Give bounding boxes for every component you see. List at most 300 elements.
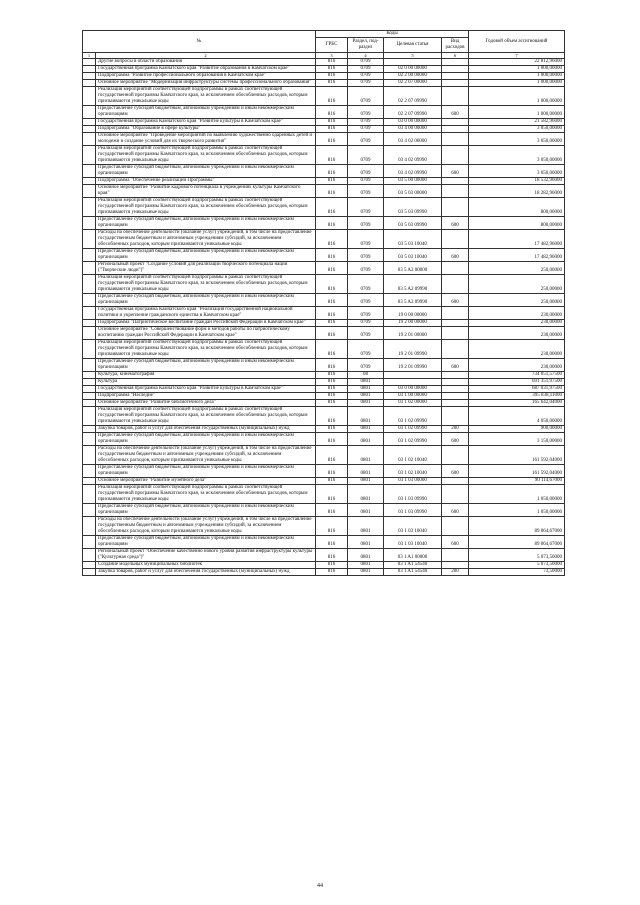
- cell-index: [83, 230, 96, 249]
- cell-exp-type: [442, 327, 469, 340]
- cell-name: Создание модельных муниципальных библиотек: [96, 562, 316, 569]
- cell-exp-type: [442, 372, 469, 379]
- cell-index: [83, 327, 96, 340]
- table-row: [83, 465, 565, 478]
- cell-name: Региональный проект "Обеспечение качественно нового уровня развития инфраструктуры культуры ("Культурная среда")": [96, 549, 316, 562]
- cell-name: Закупка товаров, работ и услуг для обеспечения государственных (муниципальных) нужд: [96, 426, 316, 433]
- cell-grbs: 816: [316, 275, 348, 294]
- header-target: Целевая статья: [384, 38, 442, 53]
- table-row: [83, 407, 565, 426]
- table-row: [83, 294, 565, 307]
- cell-exp-type: 600: [442, 165, 469, 178]
- cell-section: 08: [348, 372, 384, 379]
- cell-name: Государственная программа Камчатского края "Развитие культуры в Камчатском крае": [96, 119, 316, 126]
- cell-target: 03 5 03 09990: [384, 217, 442, 230]
- cell-amount: 230,00000: [469, 340, 565, 359]
- cell-amount: 5 073,50000: [469, 549, 565, 562]
- cell-amount: 687 031,97500: [469, 386, 565, 393]
- cell-target: 03 1 02 00000: [384, 400, 442, 407]
- cell-target: 03 5 A2 09990: [384, 275, 442, 294]
- colnum-1: 1: [83, 53, 96, 59]
- header-exp-type: Вид расходов: [442, 38, 469, 53]
- cell-exp-type: [442, 230, 469, 249]
- budget-table: [82, 30, 565, 576]
- cell-name: Реализация мероприятий соответствующей подпрограммы в рамках соответствующей государственной программы Камчатского края, за исключением обособленных расходов, которым присваиваются уникальные коды: [96, 146, 316, 165]
- table-row: [83, 106, 565, 119]
- cell-target: 03 1 03 09990: [384, 504, 442, 517]
- cell-amount: 800,00000: [469, 217, 565, 230]
- header-codes: Коды: [316, 31, 469, 38]
- header-section: Раздел, под-раздел: [348, 38, 384, 53]
- cell-section: 0709: [348, 126, 384, 133]
- cell-exp-type: 600: [442, 536, 469, 549]
- cell-index: [83, 562, 96, 569]
- cell-section: 0709: [348, 340, 384, 359]
- cell-name: Основное мероприятие "Развитие библиотечного дела": [96, 400, 316, 407]
- cell-exp-type: [442, 262, 469, 275]
- cell-section: 0709: [348, 106, 384, 119]
- cell-index: [83, 320, 96, 327]
- cell-exp-type: [442, 126, 469, 133]
- cell-section: 0709: [348, 59, 384, 66]
- cell-grbs: 816: [316, 407, 348, 426]
- header-row-1: [83, 31, 565, 38]
- cell-name: Предоставление субсидий бюджетным, автономным учреждениям и иным некоммерческим организациям: [96, 359, 316, 372]
- cell-grbs: 816: [316, 562, 348, 569]
- cell-exp-type: [442, 59, 469, 66]
- cell-index: [83, 185, 96, 198]
- cell-name: Государственная программа Камчатского края "Реализация государственной национальной политики и укрепление гражданского единства в Камчатском крае": [96, 307, 316, 320]
- cell-section: 0801: [348, 386, 384, 393]
- table-row: [83, 59, 565, 66]
- cell-exp-type: [442, 275, 469, 294]
- cell-exp-type: [442, 146, 469, 165]
- cell-amount: 89 064,67000: [469, 517, 565, 536]
- cell-index: [83, 133, 96, 146]
- cell-amount: 250,00000: [469, 275, 565, 294]
- cell-section: 0709: [348, 320, 384, 327]
- cell-index: [83, 433, 96, 446]
- cell-section: 0709: [348, 262, 384, 275]
- cell-grbs: 816: [316, 185, 348, 198]
- cell-target: 03 1 A1 00000: [384, 549, 442, 562]
- cell-name: Культура, кинематография: [96, 372, 316, 379]
- cell-target: 03 5 00 00000: [384, 178, 442, 185]
- cell-amount: 3 050,00000: [469, 146, 565, 165]
- table-row: [83, 400, 565, 407]
- cell-target: 03 1 A1 54540: [384, 562, 442, 569]
- table-row: [83, 262, 565, 275]
- cell-index: [83, 87, 96, 106]
- cell-target: 19 2 01 00000: [384, 327, 442, 340]
- cell-name: Предоставление субсидий бюджетным, автономным учреждениям и иным некоммерческим организациям: [96, 106, 316, 119]
- cell-name: Расходы на обеспечение деятельности (оказание услуг) учреждений, в том числе на предоставление государственным бюджетным и автономным учреждениям субсидий, за исключением обособленных расходов, которым присваиваются уникальные коды: [96, 517, 316, 536]
- header-grbs: ГРБС: [316, 38, 348, 53]
- cell-index: [83, 446, 96, 465]
- cell-name: Реализация мероприятий соответствующей подпрограммы в рамках соответствующей государственной программы Камчатского края, за исключением обособленных расходов, которым присваиваются уникальные коды: [96, 485, 316, 504]
- cell-section: 0709: [348, 146, 384, 165]
- table-row: [83, 119, 565, 126]
- cell-index: [83, 198, 96, 217]
- cell-amount: 1 050,00000: [469, 485, 565, 504]
- cell-amount: 165 642,04000: [469, 400, 565, 407]
- cell-target: 03 4 02 09990: [384, 146, 442, 165]
- cell-section: 0709: [348, 198, 384, 217]
- cell-section: 0801: [348, 562, 384, 569]
- table-row: [83, 249, 565, 262]
- cell-section: 0801: [348, 407, 384, 426]
- cell-index: [83, 549, 96, 562]
- cell-amount: 1 000,00000: [469, 106, 565, 119]
- cell-target: 02 2 00 00000: [384, 73, 442, 80]
- table-body: [83, 59, 565, 576]
- cell-name: Подпрограмма "Развитие профессионального образования в Камчатском крае": [96, 73, 316, 80]
- cell-section: 0709: [348, 73, 384, 80]
- cell-target: 19 0 00 00000: [384, 307, 442, 320]
- cell-section: 0709: [348, 66, 384, 73]
- table-row: [83, 178, 565, 185]
- cell-target: 03 1 00 00000: [384, 393, 442, 400]
- colnum-7: 7: [469, 53, 565, 59]
- table-row: [83, 372, 565, 379]
- cell-grbs: 816: [316, 106, 348, 119]
- cell-target: 03 1 02 09990: [384, 407, 442, 426]
- colnum-2: 2: [96, 53, 316, 59]
- cell-amount: 18 532,96000: [469, 178, 565, 185]
- table-row: [83, 80, 565, 87]
- cell-name: Предоставление субсидий бюджетным, автономным учреждениям и иным некоммерческим организациям: [96, 249, 316, 262]
- cell-name: Другие вопросы в области образования: [96, 59, 316, 66]
- cell-exp-type: 600: [442, 294, 469, 307]
- table-row: [83, 433, 565, 446]
- cell-grbs: 816: [316, 307, 348, 320]
- cell-target: 19 2 00 00000: [384, 320, 442, 327]
- cell-name: Подпрограмма "Патриотическое воспитание граждан Российской Федерации в Камчатском крае": [96, 320, 316, 327]
- budget-table-page: [82, 30, 564, 576]
- table-row: [83, 386, 565, 393]
- table-row: [83, 569, 565, 576]
- cell-section: 0801: [348, 379, 384, 386]
- cell-index: [83, 426, 96, 433]
- cell-amount: 230,00000: [469, 307, 565, 320]
- cell-name: Расходы на обеспечение деятельности (оказание услуг) учреждений, в том числе на предоставление государственным бюджетным и автономным учреждениям субсидий, за исключением обособленных расходов, которым присваиваются уникальные коды: [96, 446, 316, 465]
- cell-grbs: 816: [316, 400, 348, 407]
- cell-grbs: 816: [316, 478, 348, 485]
- header-num: №: [83, 31, 316, 53]
- table-row: [83, 379, 565, 386]
- cell-grbs: 816: [316, 262, 348, 275]
- cell-index: [83, 307, 96, 320]
- table-row: [83, 87, 565, 106]
- cell-target: 03 4 02 00000: [384, 133, 442, 146]
- cell-index: [83, 294, 96, 307]
- cell-exp-type: [442, 198, 469, 217]
- cell-grbs: 816: [316, 165, 348, 178]
- cell-name: Предоставление субсидий бюджетным, автономным учреждениям и иным некоммерческим организациям: [96, 294, 316, 307]
- cell-index: [83, 504, 96, 517]
- cell-exp-type: [442, 517, 469, 536]
- page-number: 44: [317, 883, 323, 889]
- cell-target: 03 1 03 10040: [384, 517, 442, 536]
- cell-section: 0801: [348, 465, 384, 478]
- cell-exp-type: [442, 386, 469, 393]
- cell-target: 03 1 03 10040: [384, 536, 442, 549]
- cell-amount: 90 114,67000: [469, 478, 565, 485]
- table-row: [83, 517, 565, 536]
- cell-index: [83, 372, 96, 379]
- cell-target: 02 0 00 00000: [384, 66, 442, 73]
- cell-amount: 691 351,97500: [469, 379, 565, 386]
- cell-section: 0709: [348, 327, 384, 340]
- cell-amount: 18 282,96000: [469, 185, 565, 198]
- cell-amount: 900,00000: [469, 426, 565, 433]
- cell-target: 03 5 A2 00000: [384, 262, 442, 275]
- cell-index: [83, 340, 96, 359]
- cell-name: Закупка товаров, работ и услуг для обеспечения государственных (муниципальных) нужд: [96, 569, 316, 576]
- cell-section: 0801: [348, 446, 384, 465]
- cell-section: 0801: [348, 569, 384, 576]
- cell-name: Подпрограмма "Наследие": [96, 393, 316, 400]
- table-row: [83, 549, 565, 562]
- cell-name: Реализация мероприятий соответствующей подпрограммы в рамках соответствующей государственной программы Камчатского края, за исключением обособленных расходов, которым присваиваются уникальные коды: [96, 275, 316, 294]
- cell-index: [83, 407, 96, 426]
- cell-section: 0709: [348, 185, 384, 198]
- cell-grbs: 816: [316, 465, 348, 478]
- cell-amount: 21 582,96000: [469, 119, 565, 126]
- cell-index: [83, 478, 96, 485]
- cell-target: 02 2 07 09990: [384, 87, 442, 106]
- cell-grbs: 816: [316, 536, 348, 549]
- cell-target: 03 1 02 10040: [384, 446, 442, 465]
- cell-name: Расходы на обеспечение деятельности (оказание услуг) учреждений, в том числе на предоставление государственным бюджетным и автономным учреждениям субсидий, за исключением обособленных расходов, которым присваиваются уникальные коды: [96, 230, 316, 249]
- cell-exp-type: 600: [442, 433, 469, 446]
- cell-target: 03 1 02 10040: [384, 465, 442, 478]
- cell-exp-type: [442, 73, 469, 80]
- cell-amount: 161 592,04000: [469, 465, 565, 478]
- cell-exp-type: [442, 66, 469, 73]
- cell-target: 03 4 02 09990: [384, 165, 442, 178]
- cell-grbs: 816: [316, 178, 348, 185]
- cell-index: [83, 465, 96, 478]
- cell-exp-type: [442, 87, 469, 106]
- cell-section: 0709: [348, 359, 384, 372]
- table-row: [83, 66, 565, 73]
- cell-amount: 230,00000: [469, 327, 565, 340]
- cell-amount: 3 150,00000: [469, 433, 565, 446]
- cell-amount: 1 000,00000: [469, 80, 565, 87]
- cell-exp-type: 600: [442, 217, 469, 230]
- cell-grbs: 816: [316, 87, 348, 106]
- cell-section: 0801: [348, 536, 384, 549]
- cell-section: 0709: [348, 249, 384, 262]
- cell-amount: 1 000,00000: [469, 66, 565, 73]
- cell-amount: 1 050,00000: [469, 504, 565, 517]
- cell-name: Реализация мероприятий соответствующей подпрограммы в рамках соответствующей государственной программы Камчатского края, за исключением обособленных расходов, которым присваиваются уникальные коды: [96, 87, 316, 106]
- cell-name: Подпрограмма "Образование в сфере культуры": [96, 126, 316, 133]
- cell-grbs: 816: [316, 446, 348, 465]
- cell-target: 03 5 03 00000: [384, 185, 442, 198]
- cell-exp-type: 600: [442, 504, 469, 517]
- table-row: [83, 185, 565, 198]
- cell-grbs: 816: [316, 198, 348, 217]
- cell-index: [83, 217, 96, 230]
- cell-amount: 4 050,00000: [469, 407, 565, 426]
- cell-name: Подпрограмма "Обеспечение реализации Программы": [96, 178, 316, 185]
- cell-target: 03 1 03 09990: [384, 485, 442, 504]
- cell-amount: 1 000,00000: [469, 73, 565, 80]
- cell-index: [83, 126, 96, 133]
- cell-grbs: 816: [316, 59, 348, 66]
- cell-section: 0709: [348, 307, 384, 320]
- cell-name: Региональный проект "Создание условий для реализации творческого потенциала нации ("Творческие люди")": [96, 262, 316, 275]
- cell-grbs: 816: [316, 146, 348, 165]
- cell-exp-type: [442, 549, 469, 562]
- cell-grbs: 816: [316, 133, 348, 146]
- cell-grbs: 816: [316, 504, 348, 517]
- cell-exp-type: [442, 320, 469, 327]
- cell-name: Основное мероприятие "Совершенствование форм и методов работы по патриотическому воспитанию граждан Российской Федерации в Камчатском крае": [96, 327, 316, 340]
- cell-target: 02 2 07 00000: [384, 80, 442, 87]
- table-row: [83, 536, 565, 549]
- header-amount: Годовой объем ассигнований: [469, 31, 565, 53]
- cell-amount: 17 482,96000: [469, 249, 565, 262]
- table-row: [83, 562, 565, 569]
- cell-section: 0709: [348, 165, 384, 178]
- cell-name: Реализация мероприятий соответствующей подпрограммы в рамках соответствующей государственной программы Камчатского края, за исключением обособленных расходов, которым присваиваются уникальные коды: [96, 407, 316, 426]
- cell-exp-type: [442, 446, 469, 465]
- cell-exp-type: [442, 178, 469, 185]
- table-row: [83, 340, 565, 359]
- cell-grbs: 816: [316, 517, 348, 536]
- cell-index: [83, 275, 96, 294]
- cell-index: [83, 119, 96, 126]
- cell-index: [83, 485, 96, 504]
- cell-section: 0709: [348, 119, 384, 126]
- cell-name: Предоставление субсидий бюджетным, автономным учреждениям и иным некоммерческим организациям: [96, 465, 316, 478]
- cell-index: [83, 379, 96, 386]
- cell-index: [83, 106, 96, 119]
- cell-grbs: 816: [316, 80, 348, 87]
- cell-section: 0709: [348, 294, 384, 307]
- cell-amount: 3 050,00000: [469, 133, 565, 146]
- cell-exp-type: [442, 407, 469, 426]
- cell-section: 0801: [348, 504, 384, 517]
- cell-amount: 250,00000: [469, 262, 565, 275]
- cell-grbs: 816: [316, 217, 348, 230]
- cell-target: 19 2 01 09990: [384, 340, 442, 359]
- cell-exp-type: 600: [442, 359, 469, 372]
- cell-section: 0709: [348, 178, 384, 185]
- cell-index: [83, 536, 96, 549]
- table-row: [83, 73, 565, 80]
- cell-name: Предоставление субсидий бюджетным, автономным учреждениям и иным некоммерческим организациям: [96, 165, 316, 178]
- cell-index: [83, 146, 96, 165]
- cell-amount: 73,50000: [469, 569, 565, 576]
- cell-index: [83, 569, 96, 576]
- cell-exp-type: [442, 485, 469, 504]
- cell-target: 03 4 00 00000: [384, 126, 442, 133]
- cell-section: 0801: [348, 393, 384, 400]
- cell-grbs: 816: [316, 359, 348, 372]
- table-row: [83, 126, 565, 133]
- cell-name: Основное мероприятие "Развитие музейного дела": [96, 478, 316, 485]
- cell-grbs: 816: [316, 379, 348, 386]
- cell-section: 0801: [348, 433, 384, 446]
- colnum-4: 4: [348, 53, 384, 59]
- table-row: [83, 327, 565, 340]
- cell-target: 03 0 00 00000: [384, 119, 442, 126]
- cell-section: 0709: [348, 133, 384, 146]
- cell-amount: 230,00000: [469, 320, 565, 327]
- cell-amount: 395 838,11000: [469, 393, 565, 400]
- cell-target: 03 0 00 00000: [384, 386, 442, 393]
- cell-section: 0801: [348, 426, 384, 433]
- cell-section: 0801: [348, 400, 384, 407]
- cell-target: 03 1 02 09990: [384, 433, 442, 446]
- cell-target: 03 5 03 10040: [384, 230, 442, 249]
- table-row: [83, 198, 565, 217]
- cell-grbs: 816: [316, 386, 348, 393]
- cell-exp-type: [442, 119, 469, 126]
- cell-name: Культура: [96, 379, 316, 386]
- cell-grbs: 816: [316, 249, 348, 262]
- cell-target: 03 5 03 09990: [384, 198, 442, 217]
- cell-target: [384, 59, 442, 66]
- cell-grbs: 816: [316, 327, 348, 340]
- cell-target: 19 2 01 09990: [384, 359, 442, 372]
- cell-grbs: 816: [316, 320, 348, 327]
- table-row: [83, 485, 565, 504]
- table-row: [83, 230, 565, 249]
- table-row: [83, 426, 565, 433]
- cell-index: [83, 66, 96, 73]
- cell-section: 0801: [348, 517, 384, 536]
- cell-target: 03 1 A1 54540: [384, 569, 442, 576]
- cell-exp-type: 200: [442, 569, 469, 576]
- cell-name: Предоставление субсидий бюджетным, автономным учреждениям и иным некоммерческим организациям: [96, 217, 316, 230]
- cell-exp-type: [442, 393, 469, 400]
- colnum-5: 5: [384, 53, 442, 59]
- cell-exp-type: [442, 379, 469, 386]
- cell-name: Реализация мероприятий соответствующей подпрограммы в рамках соответствующей государственной программы Камчатского края, за исключением обособленных расходов, которым присваиваются уникальные коды: [96, 340, 316, 359]
- cell-target: 02 2 07 09990: [384, 106, 442, 119]
- cell-target: [384, 379, 442, 386]
- cell-index: [83, 73, 96, 80]
- cell-amount: 3 050,00000: [469, 126, 565, 133]
- cell-index: [83, 178, 96, 185]
- cell-grbs: 816: [316, 340, 348, 359]
- cell-exp-type: [442, 133, 469, 146]
- cell-name: Государственная программа Камчатского края "Развитие культуры в Камчатском крае": [96, 386, 316, 393]
- cell-amount: 17 482,96000: [469, 230, 565, 249]
- table-row: [83, 307, 565, 320]
- cell-grbs: 816: [316, 485, 348, 504]
- cell-exp-type: [442, 478, 469, 485]
- cell-index: [83, 80, 96, 87]
- cell-exp-type: [442, 307, 469, 320]
- cell-index: [83, 393, 96, 400]
- cell-name: Предоставление субсидий бюджетным, автономным учреждениям и иным некоммерческим организациям: [96, 504, 316, 517]
- table-row: [83, 146, 565, 165]
- colnum-6: 6: [442, 53, 469, 59]
- cell-exp-type: [442, 340, 469, 359]
- cell-amount: 89 064,67000: [469, 536, 565, 549]
- cell-grbs: 816: [316, 549, 348, 562]
- cell-name: Реализация мероприятий соответствующей подпрограммы в рамках соответствующей государственной программы Камчатского края, за исключением обособленных расходов, которым присваиваются уникальные коды: [96, 198, 316, 217]
- cell-section: 0709: [348, 230, 384, 249]
- cell-grbs: 816: [316, 393, 348, 400]
- cell-amount: 5 073,50000: [469, 562, 565, 569]
